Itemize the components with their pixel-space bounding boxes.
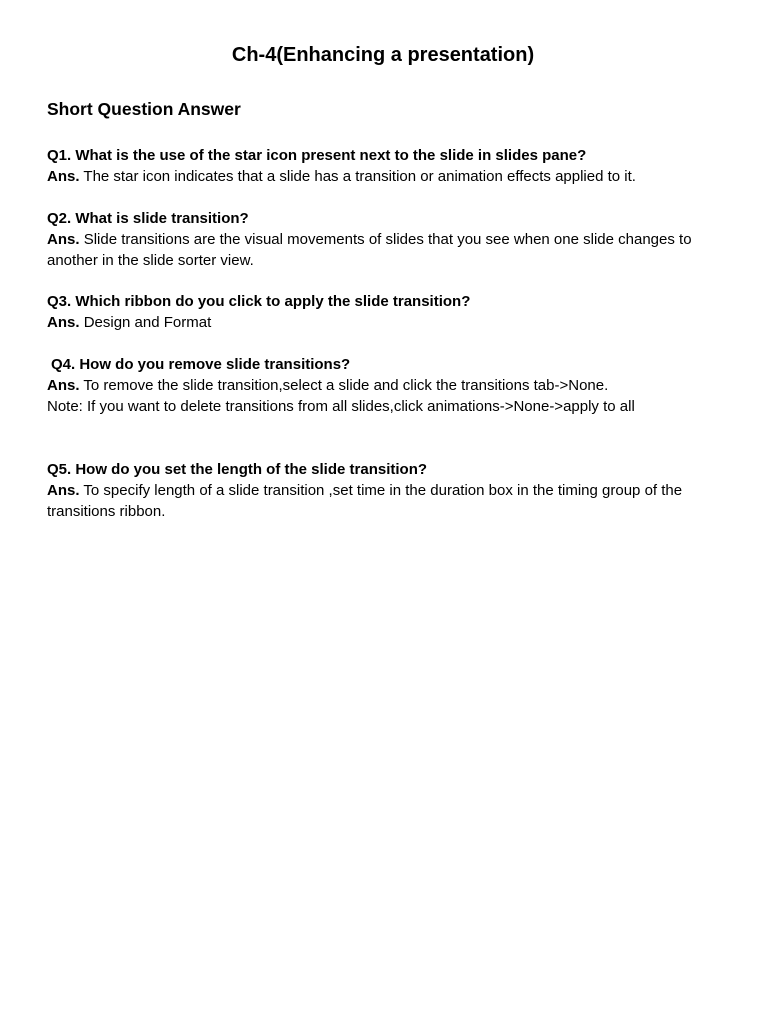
qa-item-2 xyxy=(47,208,727,271)
question-2: Q2. What is slide transition? xyxy=(47,210,249,227)
question-5: Q5. How do you set the length of the slide transition? xyxy=(47,461,428,478)
answer-2 xyxy=(47,229,727,271)
qa-item-5 xyxy=(47,459,727,522)
answer-4 xyxy=(47,375,727,396)
question-1: Q1. What is the use of the star icon present next to the slide in slides pane? xyxy=(47,147,587,164)
answer-1 xyxy=(47,166,727,187)
answer-label: Ans. xyxy=(47,314,80,331)
answer-text-2: Slide transitions are the visual movements of slides that you see when one slide changes to another in the slide sorter view. xyxy=(47,231,692,269)
page-title: Ch-4(Enhancing a presentation) xyxy=(231,44,535,66)
answer-label: Ans. xyxy=(47,482,80,499)
section-heading: Short Question Answer xyxy=(47,99,241,119)
question-4: Q4. How do you remove slide transitions? xyxy=(51,356,351,373)
answer-5 xyxy=(47,480,727,522)
qa-item-4 xyxy=(47,354,727,417)
answer-label: Ans. xyxy=(47,168,80,185)
qa-item-1 xyxy=(47,145,727,187)
note-4: Note: If you want to delete transitions from all slides,click animations->None->apply to all xyxy=(47,398,635,415)
answer-text-4: To remove the slide transition,select a slide and click the transitions tab->None. xyxy=(83,377,609,394)
answer-text-5: To specify length of a slide transition ,set time in the duration box in the timing group of the transitions ribbon. xyxy=(47,482,683,520)
answer-3 xyxy=(47,312,727,333)
answer-text-1: The star icon indicates that a slide has a transition or animation effects applied to it. xyxy=(83,168,636,185)
question-3: Q3. Which ribbon do you click to apply the slide transition? xyxy=(47,293,471,310)
answer-text-3: Design and Format xyxy=(83,314,212,331)
answer-label: Ans. xyxy=(47,231,80,248)
answer-label: Ans. xyxy=(47,377,80,394)
qa-item-3 xyxy=(47,291,727,333)
